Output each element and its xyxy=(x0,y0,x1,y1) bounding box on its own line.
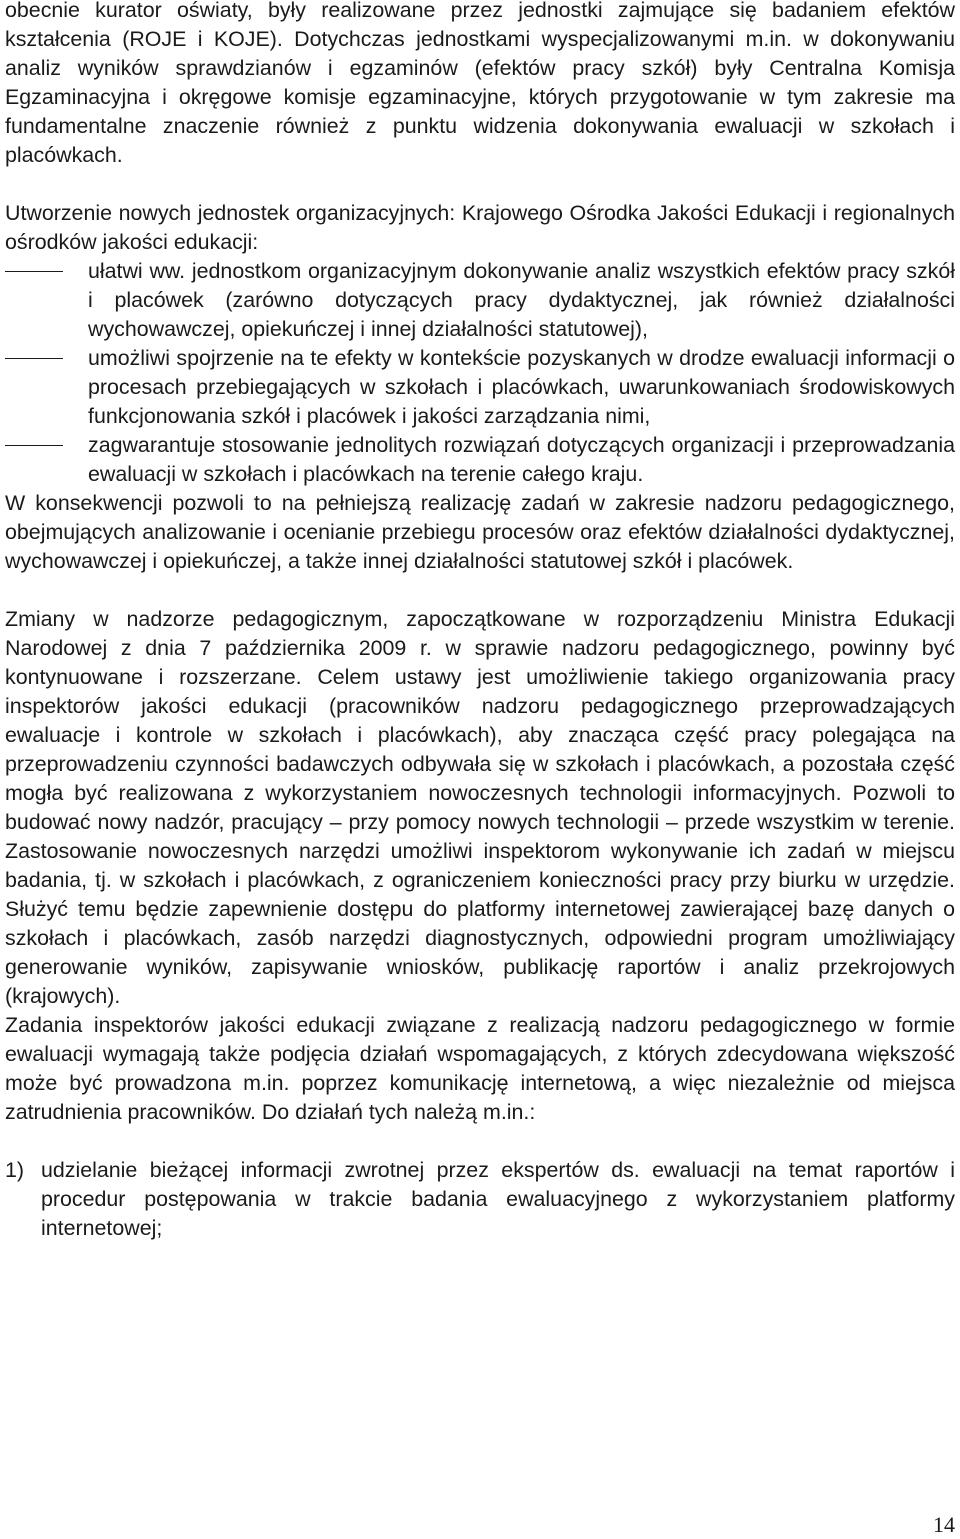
dash-bullet-icon xyxy=(5,358,63,359)
dash-list xyxy=(5,257,955,489)
list-item-text: ułatwi ww. jednostkom organizacyjnym dokonywanie analiz wszystkich efektów pracy szkół i placówek (zarówno dotyczących pracy dydaktycznej, jak również działalności wychowawczej, opiekuńczej i innej działalności statutowej), xyxy=(88,259,955,341)
paragraph-intro: obecnie kurator oświaty, były realizowane przez jednostki zajmujące się badaniem efektów kształcenia (ROJE i KOJE). Dotychczas jednostkami wyspecjalizowanymi m.in. w dokonywaniu analiz wyników sprawdzianów i egzaminów (efektów pracy szkół) były Centralna Komisja Egzaminacyjna i okręgowe komisje egzaminacyjne, których przygotowanie w tym zakresie ma fundamentalne znaczenie również z punktu widzenia dokonywania ewaluacji w szkołach i placówkach. xyxy=(5,0,955,167)
paragraph-gap xyxy=(5,576,955,605)
paragraph-tasks: Zadania inspektorów jakości edukacji związane z realizacją nadzoru pedagogicznego w formie ewaluacji wymagają także podjęcia działań wspomagających, z których zdecydowana większość może być prowadzona m.in. poprzez komunikację internetową, a więc niezależnie od miejsca zatrudnienia pracowników. Do działań tych należą m.in.: xyxy=(5,1013,955,1124)
paragraph-units-intro: Utworzenie nowych jednostek organizacyjnych: Krajowego Ośrodka Jakości Edukacji i regionalnych ośrodków jakości edukacji: xyxy=(5,201,955,254)
paragraph-consequence: W konsekwencji pozwoli to na pełniejszą realizację zadań w zakresie nadzoru pedagogicznego, obejmujących analizowanie i ocenianie przebiegu procesów oraz efektów działalności dydaktycznej, wychowawczej i opiekuńczej, a także innej działalności statutowej szkół i placówek. xyxy=(5,491,955,573)
list-item-text: zagwarantuje stosowanie jednolitych rozwiązań dotyczących organizacji i przeprowadzania ewaluacji w szkołach i placówkach na terenie całego kraju. xyxy=(88,433,955,486)
page-number: 14 xyxy=(933,1512,955,1537)
paragraph-gap xyxy=(5,1127,955,1156)
numbered-list-item xyxy=(5,1156,955,1243)
list-item xyxy=(5,257,955,344)
paragraph-gap xyxy=(5,170,955,199)
document-page xyxy=(5,0,955,1243)
dash-bullet-icon xyxy=(5,271,63,272)
list-item xyxy=(5,344,955,431)
list-item-number: 1) xyxy=(5,1158,25,1182)
list-item-text: udzielanie bieżącej informacji zwrotnej przez ekspertów ds. ewaluacji na temat raportów i procedur postępowania w trakcie badania ewaluacyjnego z wykorzystaniem platformy internetowej; xyxy=(41,1158,955,1240)
dash-bullet-icon xyxy=(5,445,63,446)
list-item xyxy=(5,431,955,489)
list-item-text: umożliwi spojrzenie na te efekty w kontekście pozyskanych w drodze ewaluacji informacji o procesach przebiegających w szkołach i placówkach, uwarunkowaniach środowiskowych funkcjonowania szkół i placówek i jakości zarządzania nimi, xyxy=(88,346,955,428)
paragraph-changes: Zmiany w nadzorze pedagogicznym, zapoczątkowane w rozporządzeniu Ministra Edukacji Narodowej z dnia 7 października 2009 r. w sprawie nadzoru pedagogicznego, powinny być kontynuowane i rozszerzane. Celem ustawy jest umożliwienie takiego organizowania pracy inspektorów jakości edukacji (pracowników nadzoru pedagogicznego przeprowadzających ewaluacje i kontrole w szkołach i placówkach), aby znacząca część pracy polegająca na przeprowadzeniu czynności badawczych odbywała się w szkołach i placówkach, a pozostała część mogła być realizowana z wykorzystaniem nowoczesnych technologii informacyjnych. Pozwoli to budować nowy nadzór, pracujący – przy pomocy nowych technologii – przede wszystkim w terenie. Zastosowanie nowoczesnych narzędzi umożliwi inspektorom wykonywanie ich zadań w miejscu badania, tj. w szkołach i placówkach, z ograniczeniem konieczności pracy przy biurku w urzędzie. Służyć temu będzie zapewnienie dostępu do platformy internetowej zawierającej bazę danych o szkołach i placówkach, zasób narzędzi diagnostycznych, odpowiedni program umożliwiający generowanie wyników, zapisywanie wniosków, publikację raportów i analiz przekrojowych (krajowych). xyxy=(5,607,955,1008)
